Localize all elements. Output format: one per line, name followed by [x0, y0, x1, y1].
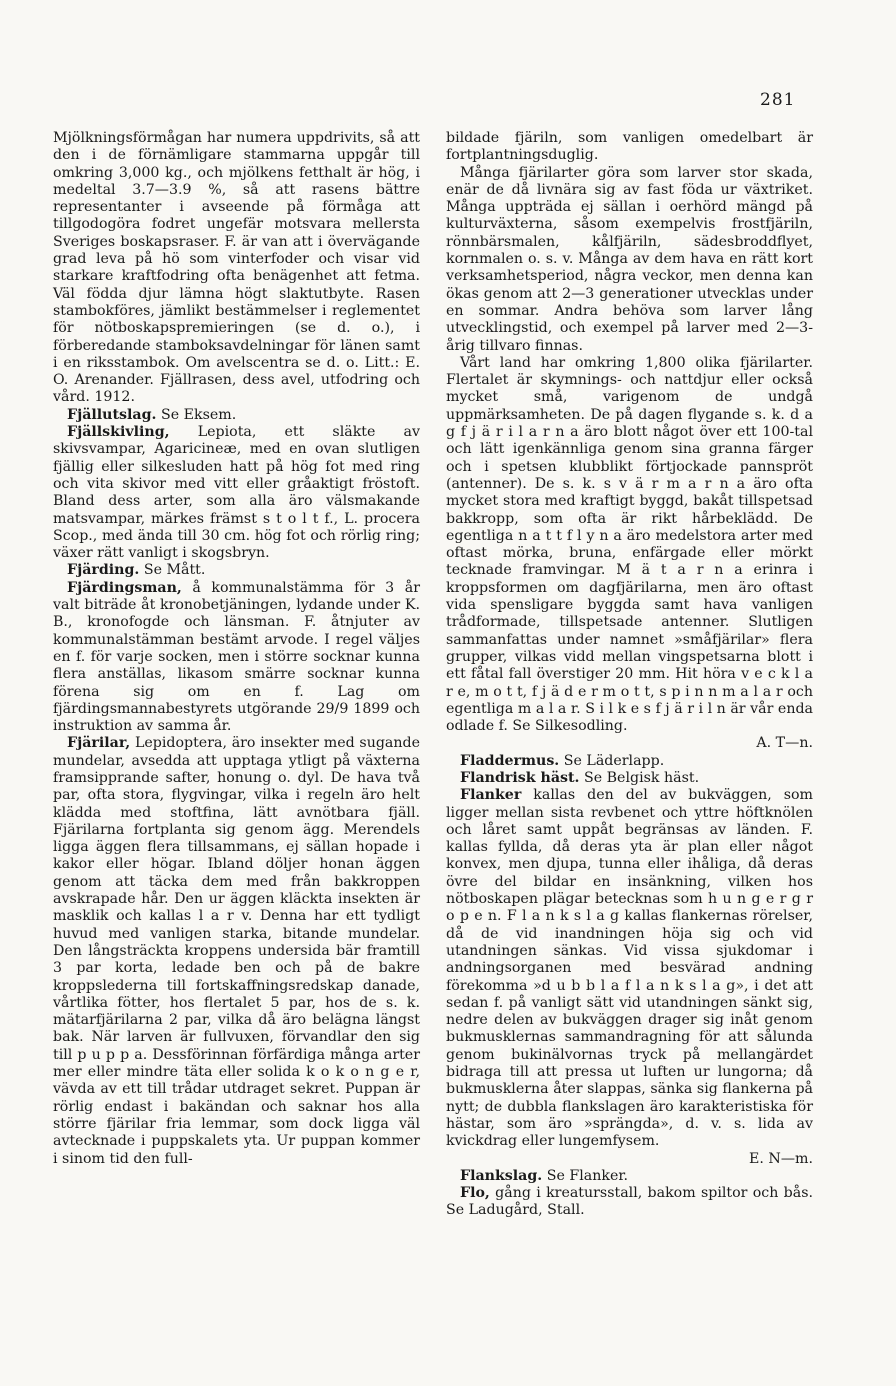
entry-text: Vårt land har omkring 1,800 olika fjärilarter. Flertalet är skymnings- och nattdjur eller också mycket små, varigenom de undgå uppmärksamheten. De på dagen flygande s. k. d a g f j ä r i l a r n a äro blott något över ett 100-tal och lätt igenkännliga genom sina granna färger och i spetsen klubblikt förtjockade pannspröt (antenner). De s. k. s v ä r m a r n a äro ofta mycket stora med kraftigt byggd, bakåt tillspetsad bakkropp, som ofta är rikt hårbeklädd. De egentliga n a t t f l y n a äro medelstora arter med oftast mörka, bruna, enfärgade eller mörkt tecknade framvingar. M ä t a r n a erinra i kroppsformen om dagfjärilarna, men äro oftast vida spensligare byggda samt hava vanligen trådformade, tillspetsade antenner. Slutligen sammanfattas under namnet »småfjärilar» flera grupper, vilkas vidd mellan vingspetsarna blott i ett fåtal fall överstiger 20 mm. Hit höra v e c k l a r e, m o t t, f j ä d e r m o t t, s p i n n m a l a r och egentliga m a l a r. S i l k e s f j ä r i l n är vår enda odlade f. Se Silkesodling. — [446, 354, 813, 735]
text-paragraph — [446, 165, 813, 355]
entry-text: gång i kreatursstall, bakom spiltor och bås. Se Ladugård, Stall. — [446, 1185, 813, 1219]
entry-paragraph — [446, 1185, 813, 1220]
entry-text: Lepiota, ett släkte av skivsvampar, Agaricineæ, med en ovan slutligen fjällig eller silkesluden hatt på hög fot med ring och vita skivor med vitt eller gråaktigt fröstoft. Bland dess arter, som alla äro välsmakande matsvampar, märkes främst s t o l t f., L. procera Scop., med ända till 30 cm. hög fot och rörlig ring; växer rätt vanligt i skogsbryn. — [53, 424, 420, 562]
entry-paragraph — [446, 753, 813, 770]
entry-text: bildade fjäriln, som vanligen omedelbart är fortplantningsduglig. — [446, 130, 813, 164]
entry-paragraph — [446, 770, 813, 787]
entry-text: kallas den del av bukväggen, som ligger mellan sista revbenet och yttre höftknölen och låret samt uppåt begränsas av länden. F. kallas fyllda, då deras yta är plan eller något konvex, men djupa, tunna eller ihåliga, då deras övre del bildar en insänkning, vilken hos nötboskapen plägar betecknas som h u n g e r g r o p e n. F l a n k s l a g kallas flankernas rörelser, då de vid inandningen höja sig och vid utandningen sänkas. Vid vissa sjukdomar i andningsorganen med besvärad andning förekomma »d u b b l a f l a n k s l a g», i det att sedan f. på vanligt sätt vid utandningen sänkt sig, nedre delen av bukväggen drager sig inåt genom bukmusklernas sammandragning för att sålunda genom bukinälvornas tryck på mellangärdet bidraga till att pressa ut luften ur lungorna; då bukmusklerna åter slappas, sänka sig flankerna på nytt; de dubbla flankslagen äro karakteristiska för hästar, som äro »sprängda», d. v. s. lida av kvickdrag eller lungemfysem. — [446, 787, 813, 1150]
entry-paragraph — [53, 407, 420, 424]
entry-text: Se Belgisk häst. — [579, 769, 700, 786]
left-column — [53, 130, 420, 1168]
text-paragraph — [446, 355, 813, 753]
entry-headword: Flankslag. — [460, 1167, 543, 1184]
entry-paragraph — [53, 580, 420, 736]
entry-text: Se Mått. — [139, 562, 206, 579]
entry-text: Lepidoptera, äro insekter med sugande mundelar, avsedda att upptaga ytligt på växterna framsipprande safter, honung o. dyl. De hava två par, ofta stora, flygvingar, vilka i regeln äro helt klädda med stoftfina, lätt avnötbara fjäll. Fjärilarna fortplanta sig genom ägg. Merendels ligga äggen flera tillsammans, ej sällan hopade i kakor eller högar. Ibland döljer honan äggen genom att täcka dem med från bakkroppen avskrapade hår. Den ur äggen kläckta insekten är masklik och kallas l a r v. Denna har ett tydligt huvud med vanligen starka, bitande mundelar. Den långsträckta kroppens undersida bär framtill 3 par korta, ledade ben och på de bakre kroppslederna till fortskaffningsredskap danade, vårtlika fötter, hos flertalet 5 par, hos de s. k. mätarfjärilarna 2 par, vilka då äro belägna längst bak. När larven är fullvuxen, förvandlar den sig till p u p p a. Dessförinnan förfärdiga många arter mer eller mindre täta eller solida k o k o n g e r, vävda av ett till trådar utdraget sekret. Puppan är rörlig endast i bakändan och saknar hos alla större fjärilar fria lemmar, som dock ligga väl avtecknade i puppskalets yta. Ur puppan kommer i sinom tid den full- — [53, 735, 420, 1167]
entry-headword: Fjärding. — [67, 562, 140, 579]
entry-text: Många fjärilarter göra som larver stor skada, enär de då livnära sig av fast föda ur växtriket. Många uppträda ej sällan i oerhörd mängd på kulturväxterna, såsom exempelvis frostfjäriln, rönnbärsmalen, kålfjäriln, sädesbroddflyet, kornmalen o. s. v. Många av dem hava en rätt kort verksamhetsperiod, några veckor, men denna kan ökas genom att 2—3 generationer utvecklas under en sommar. Andra behöva som larver lång utvecklingstid, och exempel på larver med 2—3-årig tillvaro finnas. — [446, 164, 813, 354]
entry-headword: Flo, — [460, 1185, 490, 1202]
text-paragraph — [53, 130, 420, 407]
entry-text: Se Flanker. — [542, 1167, 629, 1184]
right-column — [446, 130, 813, 1220]
author-signature: A. T—n. — [756, 735, 813, 752]
entry-headword: Flanker — [460, 787, 522, 804]
page-number: 281 — [760, 90, 796, 110]
entry-paragraph — [53, 735, 420, 1167]
entry-text: Se Läderlapp. — [559, 752, 665, 769]
entry-paragraph — [53, 562, 420, 579]
entry-headword: Fjärilar, — [67, 735, 131, 752]
author-signature: E. N—m. — [749, 1150, 813, 1167]
entry-headword: Fjärdingsman, — [67, 579, 182, 596]
entry-paragraph — [53, 424, 420, 562]
entry-text: å kommunalstämma för 3 år valt biträde åt kronobetjäningen, lydande under K. B., kronofogde och länsman. F. åtnjuter av kommunalstämman bestämt arvode. I regel väljes en f. för varje socken, men i större socknar kunna flera anställas, likasom smärre socknar kunna förena sig om en f. Lag om fjärdingsmannabestyrets utgörande 29/9 1899 och instruktion av samma år. — [53, 579, 420, 735]
entry-headword: Fjällskivling, — [67, 424, 170, 441]
entry-headword: Fjällutslag. — [67, 406, 157, 423]
entry-headword: Flandrisk häst. — [460, 769, 580, 786]
entry-text: Mjölkningsförmågan har numera uppdrivits, så att den i de förnämligare stammarna uppgår till omkring 3,000 kg., och mjölkens fetthalt är hög, i medeltal 3.7—3.9 %, så att rasens bättre representanter i avseende på förmåga att tillgodogöra fodret ungefär motsvara mellersta Sveriges boskapsraser. F. är van att i övervägande grad leva på hö som vinterfoder och visar vid starkare kraftfodring ofta benägenhet att fetma. Väl födda djur lämna högt slaktutbyte. Rasen stambokföres, jämlikt bestämmelser i reglementet för nötboskapspremieringen (se d. o.), i förberedande stamboksavdelningar för länen samt i en riksstambok. Om avelscentra se d. o. Litt.: E. O. Arenander. Fjällrasen, dess avel, utfodring och vård. 1912. — [53, 130, 420, 406]
entry-paragraph — [446, 1168, 813, 1185]
entry-text: Se Eksem. — [156, 406, 237, 423]
text-paragraph — [446, 130, 813, 165]
entry-headword: Fladdermus. — [460, 752, 560, 769]
entry-paragraph — [446, 787, 813, 1168]
